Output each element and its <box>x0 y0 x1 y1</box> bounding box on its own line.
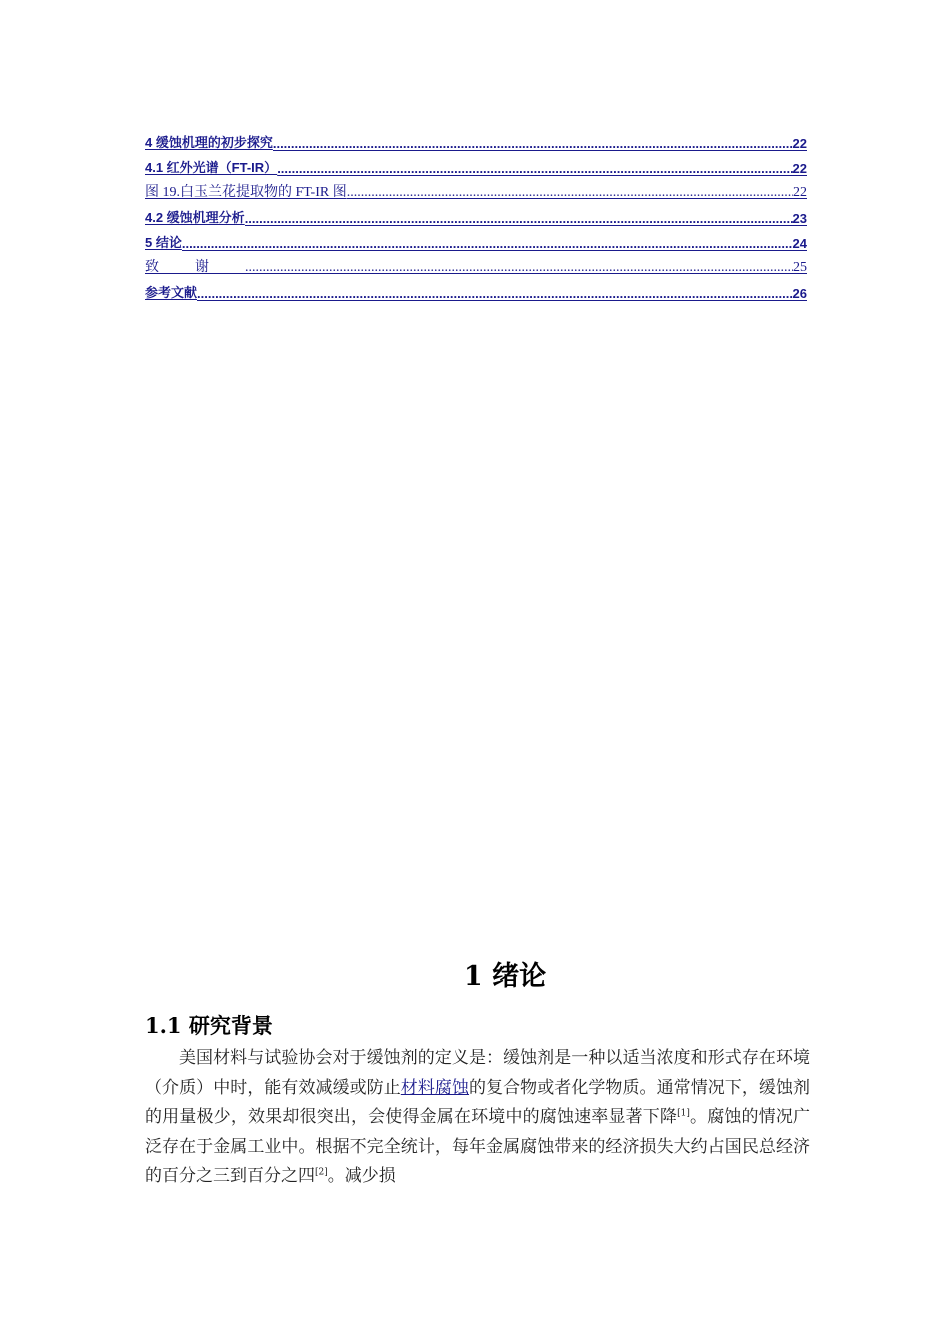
toc-entry-title: 4.2 缓蚀机理分析 <box>145 210 245 225</box>
table-of-contents <box>145 126 807 301</box>
toc-entry-references[interactable] <box>145 276 807 301</box>
toc-entry-title: 致谢 <box>145 260 245 275</box>
toc-entry-title: 4.1 红外光谱（FT-IR） <box>145 160 278 175</box>
toc-entry-page: 25 <box>793 260 807 275</box>
toc-entry-page: 22 <box>792 136 807 151</box>
toc-leader-dots <box>197 286 793 301</box>
toc-entry-page: 26 <box>792 286 807 301</box>
toc-entry-page: 23 <box>792 211 807 226</box>
toc-entry-page: 24 <box>792 236 807 251</box>
toc-entry-title: 参考文献 <box>145 285 198 300</box>
toc-entry-figure-19[interactable] <box>145 176 807 201</box>
citation-ref[interactable]: [1] <box>677 1108 690 1119</box>
toc-leader-dots <box>347 185 793 201</box>
toc-entry-title: 4 缓蚀机理的初步探究 <box>145 135 273 150</box>
material-corrosion-link[interactable]: 材料腐蚀 <box>400 1077 470 1098</box>
toc-entry-chapter-4[interactable] <box>145 126 807 151</box>
toc-leader-dots <box>245 260 793 276</box>
toc-leader-dots <box>277 161 792 176</box>
toc-leader-dots <box>273 136 793 151</box>
paragraph-text: 。腐蚀的情况广泛存在于金属工业中。根据不完全统计，每年金属腐蚀带来的经济损失大约占国民总经济的百分之三到百分之四 <box>145 1107 811 1186</box>
toc-entry-title: 图 19.白玉兰花提取物的 FT-IR 图 <box>145 185 347 200</box>
chapter-title: 1 绪论 <box>463 961 547 992</box>
toc-leader-dots <box>245 211 793 226</box>
toc-entry-section-4-1[interactable] <box>145 151 807 176</box>
toc-entry-section-4-2[interactable] <box>145 201 807 226</box>
toc-entry-title: 5 结论 <box>145 235 182 250</box>
toc-entry-chapter-5[interactable] <box>145 226 807 251</box>
paragraph-text: 。减少损 <box>327 1166 396 1186</box>
paragraph-text: 美国材料与试验协会对于缓蚀剂的定义是：缓蚀剂是一种以适当浓度和形式存在环境（介质）中时，能有效减缓或防止 <box>145 1048 810 1098</box>
citation-ref[interactable]: [2] <box>315 1167 328 1178</box>
section-title: 1.1 研究背景 <box>145 1013 273 1038</box>
paragraph-text: 的复合物或者化学物质。通常情况下，缓蚀剂的用量极少，效果却很突出，会使得金属在环境中的腐蚀速率显著下降 <box>145 1077 811 1127</box>
toc-leader-dots <box>182 236 793 251</box>
body-paragraph <box>145 1044 810 1192</box>
toc-entry-acknowledgements[interactable] <box>145 251 807 276</box>
toc-entry-page: 22 <box>792 161 807 176</box>
toc-entry-page: 22 <box>793 185 807 200</box>
